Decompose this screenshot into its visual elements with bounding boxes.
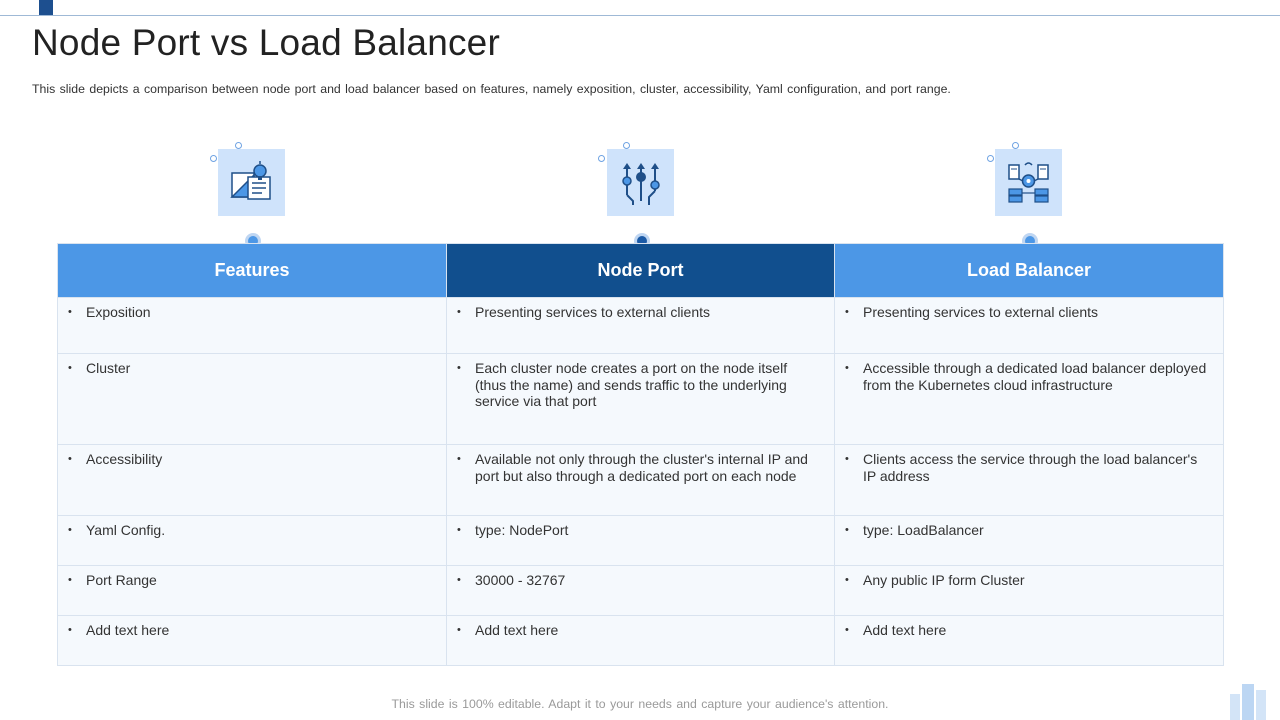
server-network-icon: [995, 149, 1062, 216]
feature-cell: • Accessibility: [58, 445, 447, 516]
table-row: [58, 516, 1224, 566]
table-row: [58, 616, 1224, 666]
buildings-decoration-icon: [1228, 680, 1268, 720]
decor-dot: [210, 155, 217, 162]
decor-dot: [598, 155, 605, 162]
feature-cell: • Add text here: [58, 616, 447, 666]
table-row: [58, 354, 1224, 445]
load-balancer-cell: • Add text here: [835, 616, 1224, 666]
header-load-balancer: Load Balancer: [835, 244, 1224, 298]
table-row: [58, 298, 1224, 354]
table-row: [58, 566, 1224, 616]
decor-dot: [1012, 142, 1019, 149]
features-icon-group: [205, 140, 285, 220]
node-port-cell: • Presenting services to external clients: [447, 298, 835, 354]
load-balancer-cell: • type: LoadBalancer: [835, 516, 1224, 566]
node-port-cell: • Available not only through the cluster's internal IP and port but also through a dedicated port on each node: [447, 445, 835, 516]
feature-cell: • Port Range: [58, 566, 447, 616]
node-port-icon-group: [594, 140, 674, 220]
node-port-cell: • Add text here: [447, 616, 835, 666]
load-balancer-cell: • Clients access the service through the load balancer's IP address: [835, 445, 1224, 516]
decor-dot: [987, 155, 994, 162]
slide-footer-note: This slide is 100% editable. Adapt it to your needs and capture your audience's attention.: [391, 697, 889, 711]
decor-dot: [235, 142, 242, 149]
load-balancer-cell: • Accessible through a dedicated load balancer deployed from the Kubernetes cloud infrastructure: [835, 354, 1224, 445]
decor-dot: [623, 142, 630, 149]
slide-subtitle: This slide depicts a comparison between node port and load balancer based on features, namely exposition, cluster, accessibility, Yaml configuration, and port range.: [32, 82, 951, 96]
load-balancer-cell: • Presenting services to external clients: [835, 298, 1224, 354]
node-port-cell: • 30000 - 32767: [447, 566, 835, 616]
node-port-cell: • Each cluster node creates a port on the node itself (thus the name) and sends traffic to the underlying service via that port: [447, 354, 835, 445]
top-accent-tab: [39, 0, 53, 15]
feature-cell: • Cluster: [58, 354, 447, 445]
load-balancer-cell: • Any public IP form Cluster: [835, 566, 1224, 616]
top-rule: [0, 15, 1280, 16]
feature-cell: • Exposition: [58, 298, 447, 354]
header-node-port: Node Port: [447, 244, 835, 298]
feature-cell: • Yaml Config.: [58, 516, 447, 566]
slide-title: Node Port vs Load Balancer: [32, 22, 500, 63]
table-header-row: [58, 244, 1224, 298]
design-document-icon: [218, 149, 285, 216]
comparison-table: [57, 243, 1224, 666]
node-port-cell: • type: NodePort: [447, 516, 835, 566]
table-row: [58, 445, 1224, 516]
header-features: Features: [58, 244, 447, 298]
circuit-arrows-icon: [607, 149, 674, 216]
load-balancer-icon-group: [982, 140, 1062, 220]
